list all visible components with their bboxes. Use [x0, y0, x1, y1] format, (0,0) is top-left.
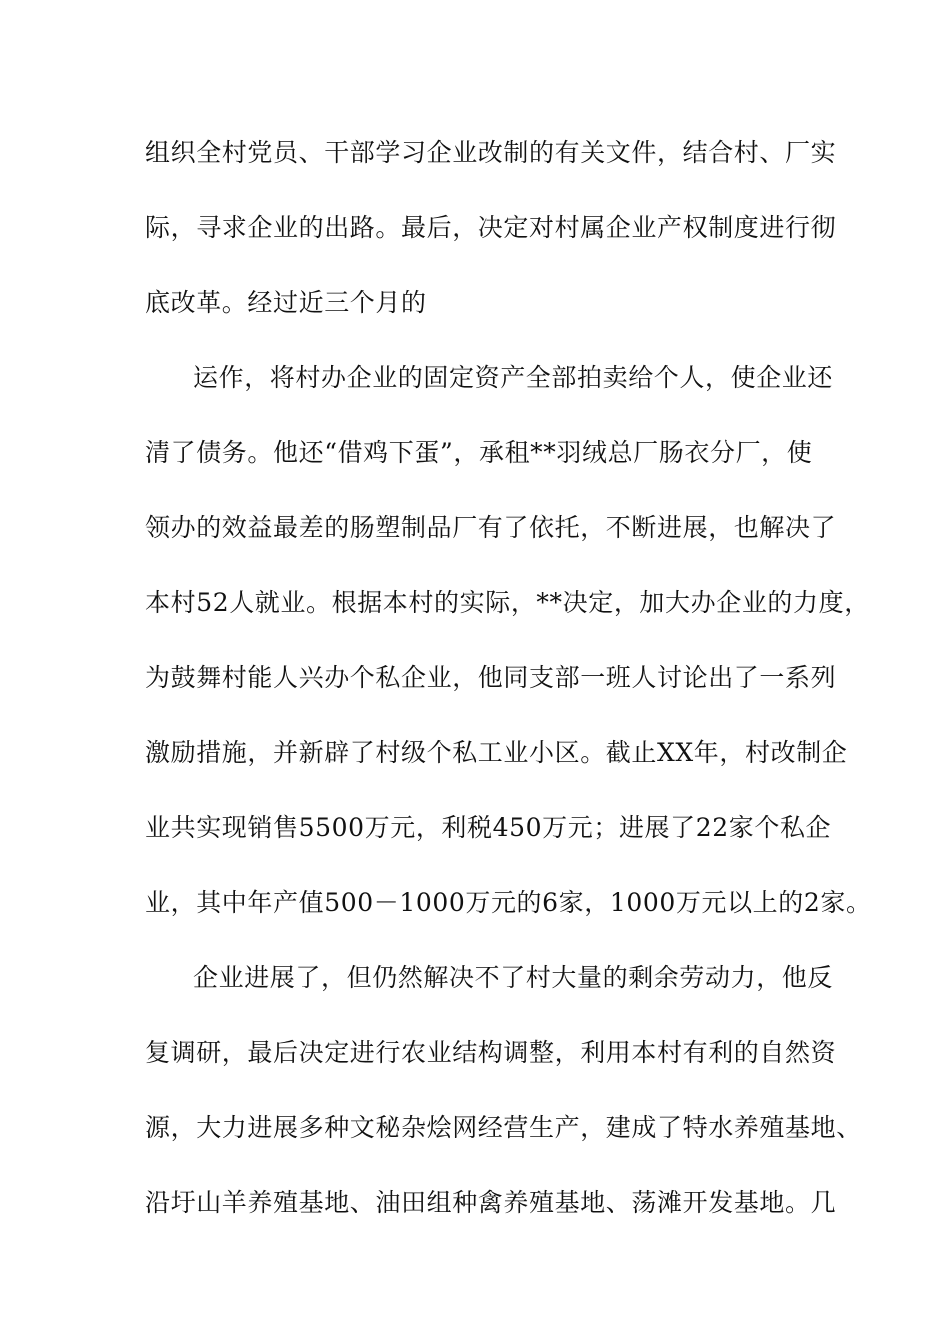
text-line: 复调研，最后决定进行农业结构调整，利用本村有利的自然资: [145, 1038, 837, 1067]
text-line: 清了债务。他还“借鸡下蛋”，承租**羽绒总厂肠衣分厂，使: [145, 438, 813, 467]
text-line: 激励措施，并新辟了村级个私工业小区。截止XX年，村改制企: [145, 738, 848, 767]
text-line: 源，大力进展多种文秘杂烩网经营生产，建成了特水养殖基地、: [145, 1113, 862, 1142]
body-text: [145, 128, 872, 1253]
text-line: 业共实现销售5500万元，利税450万元；进展了22家个私企: [145, 813, 832, 842]
paragraph-first-line: 运作，将村办企业的固定资产全部拍卖给个人，使企业还: [193, 363, 834, 392]
text-line: 沿圩山羊养殖基地、油田组种禽养殖基地、荡滩开发基地。几: [145, 1188, 837, 1217]
text-line: 组织全村党员、干部学习企业改制的有关文件，结合村、厂实: [145, 138, 837, 167]
text-line: 底改革。经过近三个月的: [145, 288, 427, 317]
text-line: 本村52人就业。根据本村的实际，**决定，加大办企业的力度，: [145, 588, 870, 617]
text-line: 领办的效益最差的肠塑制品厂有了依托，不断进展，也解决了: [145, 513, 837, 542]
paragraph-first-line: 企业进展了，但仍然解决不了村大量的剩余劳动力，他反: [193, 963, 834, 992]
text-line: 业，其中年产值500－1000万元的6家，1000万元以上的2家。: [145, 888, 872, 917]
text-line: 为鼓舞村能人兴办个私企业，他同支部一班人讨论出了一系列: [145, 663, 837, 692]
text-line: 际，寻求企业的出路。最后，决定对村属企业产权制度进行彻: [145, 213, 837, 242]
